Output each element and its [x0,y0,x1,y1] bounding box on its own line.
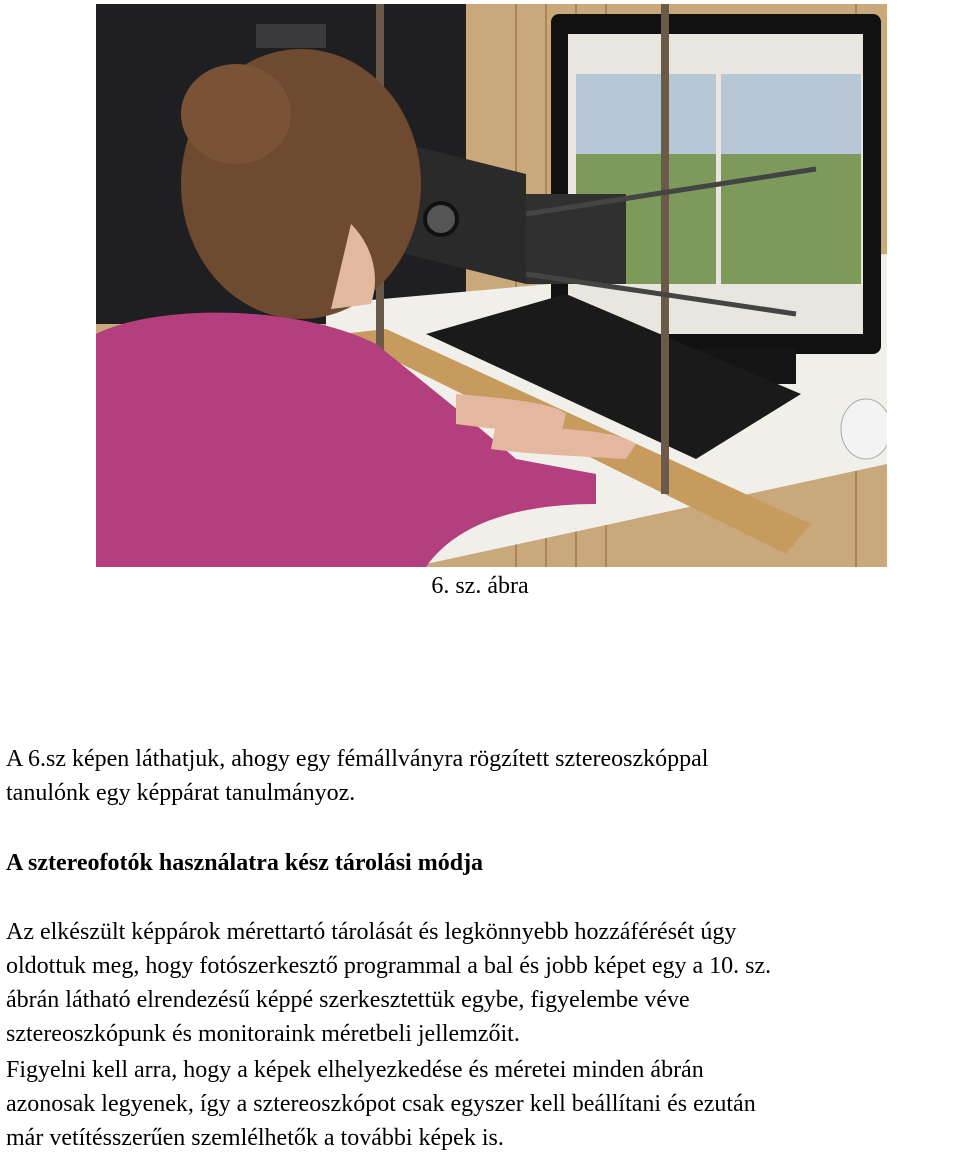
photo-stereoscope-icon [96,4,887,567]
text-line: sztereoszkópunk és monitoraink méretbeli jellemzőit. [6,1021,520,1047]
figure-caption: 6. sz. ábra [431,573,529,599]
text-line: tanulónk egy képpárat tanulmányoz. [6,780,356,806]
section-heading: A sztereofotók használatra kész tárolási módja [6,850,484,876]
body-paragraph-2 [6,1053,951,1155]
text-line: oldottuk meg, hogy fotószerkesztő programmal a bal és jobb képet egy a 10. sz. [6,953,772,979]
text-line: már vetítésszerűen szemlélhetők a további képek is. [6,1125,504,1151]
figure-photo [96,4,887,567]
text-line: Az elkészült képpárok mérettartó tárolását és legkönnyebb hozzáférését úgy [6,919,737,945]
intro-paragraph [6,742,951,810]
text-line: A 6.sz képen láthatjuk, ahogy egy fémállványra rögzített sztereoszkóppal [6,746,709,772]
text-line: Figyelni kell arra, hogy a képek elhelyezkedése és méretei minden ábrán [6,1057,704,1083]
text-line: ábrán látható elrendezésű képpé szerkesztettük egybe, figyelembe véve [6,987,690,1013]
body-paragraph-1 [6,915,951,1051]
text-line: azonosak legyenek, így a sztereoszkópot csak egyszer kell beállítani és ezután [6,1091,756,1117]
